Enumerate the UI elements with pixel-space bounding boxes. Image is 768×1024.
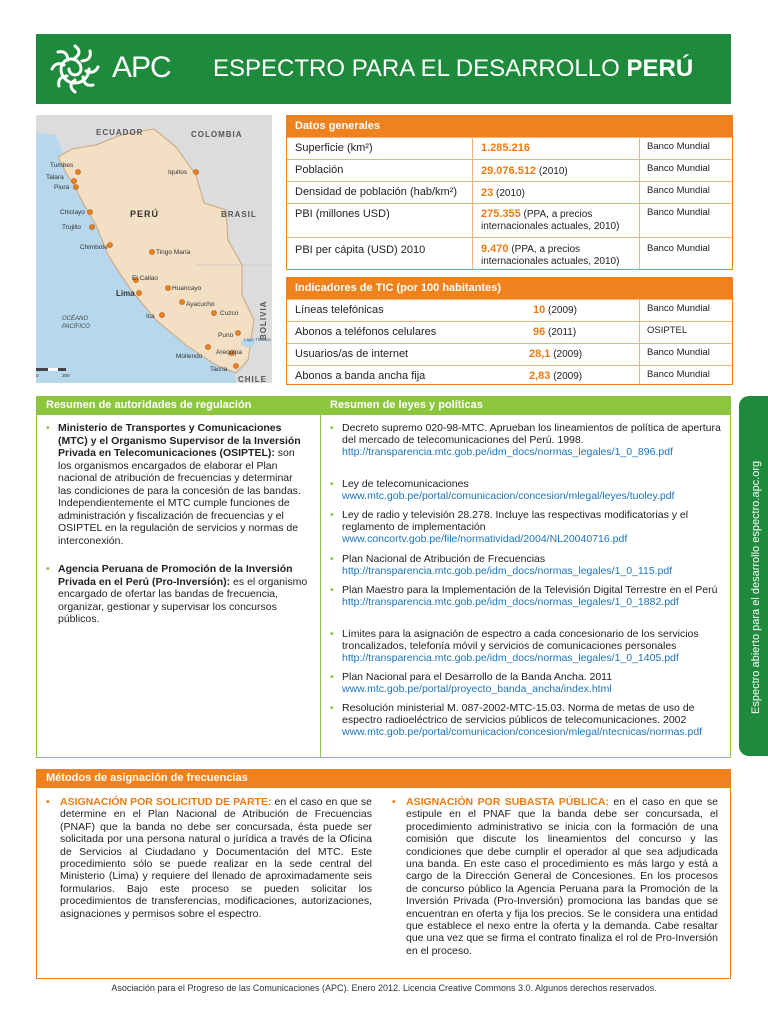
map-city-tingo-maria: Tingo María (156, 249, 191, 256)
law-text: Ley de telecomunicaciones (342, 478, 469, 490)
autoridad-item-proinversion: • Agencia Peruana de Promoción de la Inversión Privada en el Perú (Pro-Inversión): es el organismo encargado de ofertar las bandas de frecuencia, organizar, gestionar y supervisar los concursos públicos. (46, 563, 308, 625)
row-source: Banco Mundial (647, 163, 710, 174)
map-label-chile: CHILE (238, 375, 267, 383)
map-city-arequipa: Arequipa (216, 349, 243, 356)
row-note: (PPA, a precios internacionales actuales, 2010) (481, 244, 620, 267)
indicadores-tic-title: Indicadores de TIC (por 100 habitantes) (287, 278, 732, 299)
row-source: Banco Mundial (647, 141, 710, 152)
row-value: 96 (533, 326, 546, 338)
row-label: Usuarios/as de internet (295, 348, 409, 360)
law-text: Ley de radio y televisión 28.278. Incluye las respectivas modificatorias y el reglamento de implementación (342, 509, 689, 533)
table-row (287, 137, 732, 159)
table-row (287, 237, 732, 272)
table-row (287, 203, 732, 237)
method-subasta-title: ASIGNACIÓN POR SUBASTA PÚBLICA: (406, 796, 609, 808)
row-label: Abonos a banda ancha fija (295, 370, 426, 382)
map-ocean-label-1: OCÉANO (62, 316, 89, 322)
law-text: Plan Nacional para el Desarrollo de la Banda Ancha. 2011 (342, 671, 613, 683)
map-ocean-label-2: PACÍFICO (62, 324, 90, 330)
row-value: 275.355 (481, 208, 521, 220)
table-row (287, 181, 732, 203)
method-solicitud-title: ASIGNACIÓN POR SOLICITUD DE PARTE: (60, 796, 272, 808)
row-label: Densidad de población (hab/km²) (295, 186, 458, 198)
autoridad-mtc-name: Ministerio de Transportes y Comunicaciones (MTC) y el Organismo Supervisor de la Inversión Privada en Telecomunicaciones (OSIPTEL): (58, 422, 301, 459)
map-city-el-callao: El Callao (132, 275, 159, 282)
datos-generales-title: Datos generales (287, 116, 732, 137)
law-text: Plan Maestro para la Implementación de la Televisión Digital Terrestre en el Perú (342, 584, 718, 596)
title-main: ESPECTRO PARA EL DESARROLLO (213, 55, 620, 82)
row-value: 23 (481, 187, 494, 199)
footer-text: Asociación para el Progreso de las Comunicaciones (APC). Enero 2012. Licencia Creative Commons 3.0. Algunos derechos reservados. (111, 983, 657, 993)
row-note: (2010) (538, 166, 568, 177)
map-city-iquitos: Iquitos (168, 169, 188, 176)
method-solicitud: • ASIGNACIÓN POR SOLICITUD DE PARTE: en el caso en que se determine en el Plan Nacional de Atribución de Frecuencias (PNAF) que la banda no debe ser concursada, ésta puede ser solicitada por una persona natural o jurídica a través de la Oficina de Servicios al Ciudadano y Documentación del MTC. Este procedimiento sólo se puede realizar en la sede central del Ministerio (Lima) y requiere del llenado de aproximadamente seis formularios. Bajo este proceso se pueden solicitar los procedimientos de transferencias, modificaciones, autorizaciones, asignaciones y permisos sobre el espectro. (46, 796, 373, 920)
law-link[interactable]: http://transparencia.mtc.gob.pe/idm_docs/normas_legales/1_0_115.pdf (342, 565, 673, 577)
peru-map (36, 115, 272, 383)
title-country: PERÚ (626, 55, 694, 82)
map-label-bolivia: BOLIVIA (259, 300, 268, 340)
table-row (287, 365, 732, 387)
map-label-brasil: BRASIL (221, 210, 257, 219)
row-source: Banco Mundial (647, 369, 710, 380)
row-note: (2011) (548, 327, 577, 338)
map-label-colombia: COLOMBIA (191, 130, 243, 139)
map-city-tacna: Tacna (210, 366, 228, 373)
row-label: Superficie (km²) (295, 142, 373, 154)
row-note: (PPA, a precios internacionales actuales, 2010) (481, 209, 620, 232)
map-city-puno: Puno (218, 332, 234, 339)
leyes-title: Resumen de leyes y políticas (330, 399, 483, 411)
method-subasta: • ASIGNACIÓN POR SUBASTA PÚBLICA: en el caso en que se estipule en el PNAF que la banda debe ser concursada, el procedimiento administrativo se inicia con la formación de una comisión que discute los lineamientos del concurso y las condiciones que debe cumplir el operador al que sea adjudicada una banda. En este caso el procedimiento es más largo y está a cargo de la Dirección General de Concesiones. En los procesos de concurso público la Agencia Peruana para la Promoción de la Inversión Privada (Pro-Inversión) promociona las bandas que se encuentran en oferta y fija los precios. Se le considera una entidad que establece el nexo entre la oferta y la demanda. Cabe resaltar que una vez que se firma el contrato finaliza el rol de Pro-Inversión en el proceso. (392, 796, 718, 957)
datos-generales-table (286, 115, 733, 270)
row-source: Banco Mundial (647, 243, 710, 254)
column-divider (320, 397, 321, 757)
methods-title: Métodos de asignación de frecuencias (46, 772, 248, 784)
law-text: Decreto supremo 020-98-MTC. Aprueban los lineamientos de política de apertura del mercado de telecomunicaciones del Perú. 1998. (342, 422, 721, 446)
row-value: 9.470 (481, 243, 509, 255)
page-title (213, 55, 693, 83)
row-label: Población (295, 164, 344, 176)
row-source: OSIPTEL (647, 325, 688, 336)
law-link[interactable]: http://transparencia.mtc.gob.pe/idm_docs/normas_legales/1_0_896.pdf (342, 446, 673, 458)
side-tab-text (740, 396, 768, 756)
law-link[interactable]: www.mtc.gob.pe/portal/comunicacion/concesion/mlegal/ntecnicas/normas.pdf (342, 726, 703, 738)
indicadores-tic-table (286, 277, 733, 385)
row-note: (2010) (496, 188, 525, 199)
table-row (287, 343, 732, 365)
row-source: Banco Mundial (647, 303, 710, 314)
map-city-tumbes: Tumbes (50, 162, 74, 169)
law-link[interactable]: www.mtc.gob.pe/portal/proyecto_banda_ancha/index.html (342, 683, 612, 695)
law-text: Plan Nacional de Atribución de Frecuencias (342, 553, 546, 565)
row-value: 29.076.512 (481, 165, 537, 177)
row-source: Banco Mundial (647, 347, 710, 358)
row-label: PBI (millones USD) (295, 208, 390, 220)
map-city-talara: Talara (46, 174, 64, 181)
row-label: Abonos a teléfonos celulares (295, 326, 437, 338)
map-city-cuzco: Cuzco (220, 310, 239, 317)
row-source: Banco Mundial (647, 185, 710, 196)
map-city-huancayo: Huancayo (172, 285, 202, 292)
row-note: (2009) (553, 371, 583, 382)
map-city-lima: Lima (116, 289, 135, 298)
table-row (287, 159, 732, 181)
row-value: 2,83 (529, 370, 551, 382)
autoridad-mtc-text: son los organismos encargados de elaborar el Plan nacional de atribución de frecuencias y determinar las condiciones de para la concesión de las bandas. Independientemente el MTC cumple funciones de administración y fiscalización de frecuencias y el OSIPTEL en la regulación de servicios y normas de interconexión. (58, 447, 301, 547)
apc-logo-text: APC (112, 51, 171, 84)
map-city-chimbote: Chimbote (80, 244, 108, 251)
autoridad-item-mtc: • Ministerio de Transportes y Comunicaciones (MTC) y el Organismo Supervisor de la Inversión Privada en Telecomunicaciones (OSIPTEL): son los organismos encargados de elaborar el Plan nacional de atribución de frecuencias y determinar las condiciones de para la concesión de las bandas. Independientemente el MTC cumple funciones de administración y fiscalización de frecuencias y el OSIPTEL en la regulación de servicios y normas de interconexión. (46, 422, 301, 547)
autoridad-proinversion-name: Agencia Peruana de Promoción de la Inversión Privada en el Perú (Pro-Inversión): (58, 563, 293, 588)
autoridades-title: Resumen de autoridades de regulación (46, 399, 252, 411)
law-link[interactable]: www.mtc.gob.pe/portal/comunicacion/concesion/mlegal/leyes/tuoley.pdf (342, 490, 675, 502)
map-label-ecuador: ECUADOR (96, 128, 144, 137)
map-scale-300: 300 (62, 373, 70, 378)
row-value: 1.285.216 (481, 142, 530, 154)
law-link[interactable]: http://transparencia.mtc.gob.pe/idm_docs/normas_legales/1_0_1882.pdf (342, 596, 679, 608)
row-source: Banco Mundial (647, 207, 710, 218)
map-lake-label: Lago Titicaca (244, 337, 271, 342)
autoridad-proinversion-text: es el organismo encargado de ofertar las bandas de frecuencia, organizar, gestionar y supervisar los concursos públicos. (58, 575, 308, 625)
row-label: Líneas telefónicas (295, 304, 384, 316)
map-city-moliendo: Moliendo (176, 353, 203, 360)
table-row (287, 299, 732, 321)
table-row (287, 321, 732, 343)
map-city-ica: Ica (146, 313, 155, 320)
map-label-peru: PERÚ (130, 209, 160, 219)
side-tab-label: Espectro abierto para el desarrollo espectro.apc.org (750, 460, 762, 714)
apc-logo-icon (46, 40, 104, 98)
map-city-chiclayo: Chiclayo (60, 209, 85, 216)
law-link[interactable]: http://transparencia.mtc.gob.pe/idm_docs/normas_legales/1_0_1405.pdf (342, 652, 679, 664)
map-scale-0: 0 (36, 373, 39, 378)
row-label: PBI per cápita (USD) 2010 (295, 244, 426, 256)
method-solicitud-text: en el caso en que se determine en el Plan Nacional de Atribución de Frecuencias (PNAF) que la banda no debe ser concursada, ésta puede ser solicitada por una persona natural o jurídica a través de la Oficina de Servicios al Ciudadano y Documentación del MTC. Este procedimiento sólo se puede realizar en la sede central del Ministerio (Lima) y requiere del llenado de aproximadamente seis formularios. Bajo este proceso se pueden solicitar los procedimientos de transferencias, modificaciones, autorizaciones, asignaciones y permisos sobre el espectro. (60, 796, 373, 920)
map-city-trujillo: Trujillo (62, 224, 81, 231)
law-link[interactable]: www.concortv.gob.pe/file/normatividad/2004/NL20040716.pdf (342, 533, 628, 545)
row-value: 28,1 (529, 348, 551, 360)
law-text: Resolución ministerial M. 087-2002-MTC-15.03. Norma de metas de uso de espectro radioeléctrico de servicios públicos de telecomunicaciones. 2002 (342, 702, 695, 726)
method-subasta-text: en el caso en que se estipule en el PNAF que la banda debe ser concursada, el procedimiento administrativo se inicia con la formación de una comisión que discute los lineamientos del concurso y las condiciones que debe cumplir el operador al que sea adjudicada una banda. En este caso el procedimiento es más largo y está a cargo de la Dirección General de Concesiones. En los procesos de concurso público la Agencia Peruana para la Promoción de la Inversión Privada (Pro-Inversión) promociona las bandas que se encuentran en oferta y fija los precios. Se le considera una entidad que establece el nexo entre la oferta y la demanda. Cabe resaltar que una vez que se firma el contrato finaliza el rol de Pro-Inversión en el proceso. (406, 796, 718, 957)
law-text: Límites para la asignación de espectro a cada concesionario de los servicios troncalizados, telefonía móvil y servicios de comunicaciones personales (342, 628, 699, 652)
row-value: 10 (533, 304, 546, 316)
map-city-ayacucho: Ayacucho (186, 301, 215, 308)
row-note: (2009) (553, 349, 583, 360)
row-note: (2009) (548, 305, 577, 316)
map-city-piura: Piura (54, 184, 70, 191)
